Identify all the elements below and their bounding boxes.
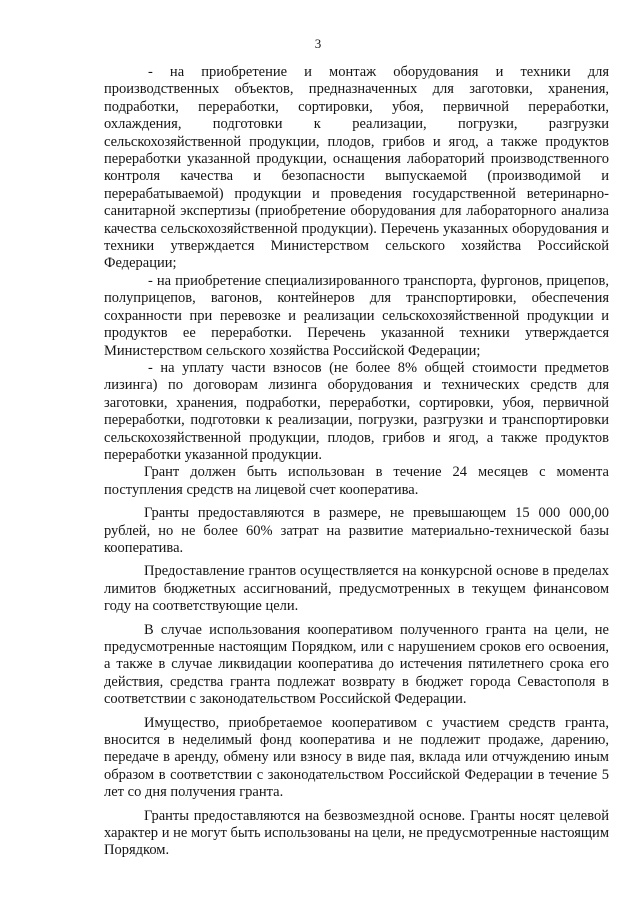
paragraph-list-item-leasing: - на уплату части взносов (не более 8% общей стоимости предметов лизинга) по договорам лизинга оборудования и технических средств для заготовки, хранения, подработки, переработки, сортировки, убоя, первичной переработки, подготовки к реализации, погрузки, разгрузки и транспортировки сельскохозяйственной продукции, плодов, грибов и ягод, а также продуктов переработки указанной продукции. bbox=[104, 359, 609, 463]
paragraph-grant-term: Грант должен быть использован в течение 24 месяцев с момента поступления средств на лицевой счет кооператива. bbox=[104, 464, 609, 498]
paragraph-grant-return: В случае использования кооперативом полученного гранта на цели, не предусмотренные настоящим Порядком, или с нарушением сроков его освоения, а также в случае ликвидации кооператива до истечения пятилетнего срока его действия, средства гранта подлежат возврату в бюджет города Севастополя в соответствии с законодательством Российской Федерации. bbox=[104, 621, 609, 708]
paragraph-property-restrictions: Имущество, приобретаемое кооперативом с участием средств гранта, вносится в неделимый фонд кооператива и не подлежит продаже, дарению, передаче в аренду, обмену или взносу в виде пая, вклада или отчуждению иным образом в соответствии с законодательством Российской Федерации в течение 5 лет со дня получения гранта. bbox=[104, 714, 609, 801]
paragraph-grant-amount: Гранты предоставляются в размере, не превышающем 15 000 000,00 рублей, но не более 60% затрат на развитие материально-технической базы кооператива. bbox=[104, 505, 609, 556]
paragraph-competitive-basis: Предоставление грантов осуществляется на конкурсной основе в пределах лимитов бюджетных ассигнований, предусмотренных в текущем финансовом году на соответствующие цели. bbox=[104, 563, 609, 615]
document-body bbox=[104, 64, 609, 860]
paragraph-free-of-charge: Гранты предоставляются на безвозмездной основе. Гранты носят целевой характер и не могут быть использованы на цели, не предусмотренные настоящим Порядком. bbox=[104, 807, 609, 859]
paragraph-list-item-equipment: - на приобретение и монтаж оборудования и техники для производственных объектов, предназначенных для заготовки, хранения, подработки, переработки, сортировки, убоя, первичной переработки, охлаждения, подготовки к реализации, погрузки, разгрузки сельскохозяйственной продукции, плодов, грибов и ягод, а также продуктов переработки указанной продукции, оснащения лабораторий производственного контроля качества и безопасности выпускаемой (производимой и перерабатываемой) продукции и проведения государственной ветеринарно-санитарной экспертизы (приобретение оборудования для лабораторного анализа качества сельскохозяйственной продукции). Перечень указанных оборудования и техники утверждается Министерством сельского хозяйства Российской Федерации; bbox=[104, 64, 609, 272]
paragraph-list-item-transport: - на приобретение специализированного транспорта, фургонов, прицепов, полуприцепов, вагонов, контейнеров для транспортировки, обеспечения сохранности при перевозке и реализации сельскохозяйственной продукции и продуктов ее переработки. Перечень указанной техники утверждается Министерством сельского хозяйства Российской Федерации; bbox=[104, 272, 609, 359]
page-number: 3 bbox=[314, 36, 322, 51]
